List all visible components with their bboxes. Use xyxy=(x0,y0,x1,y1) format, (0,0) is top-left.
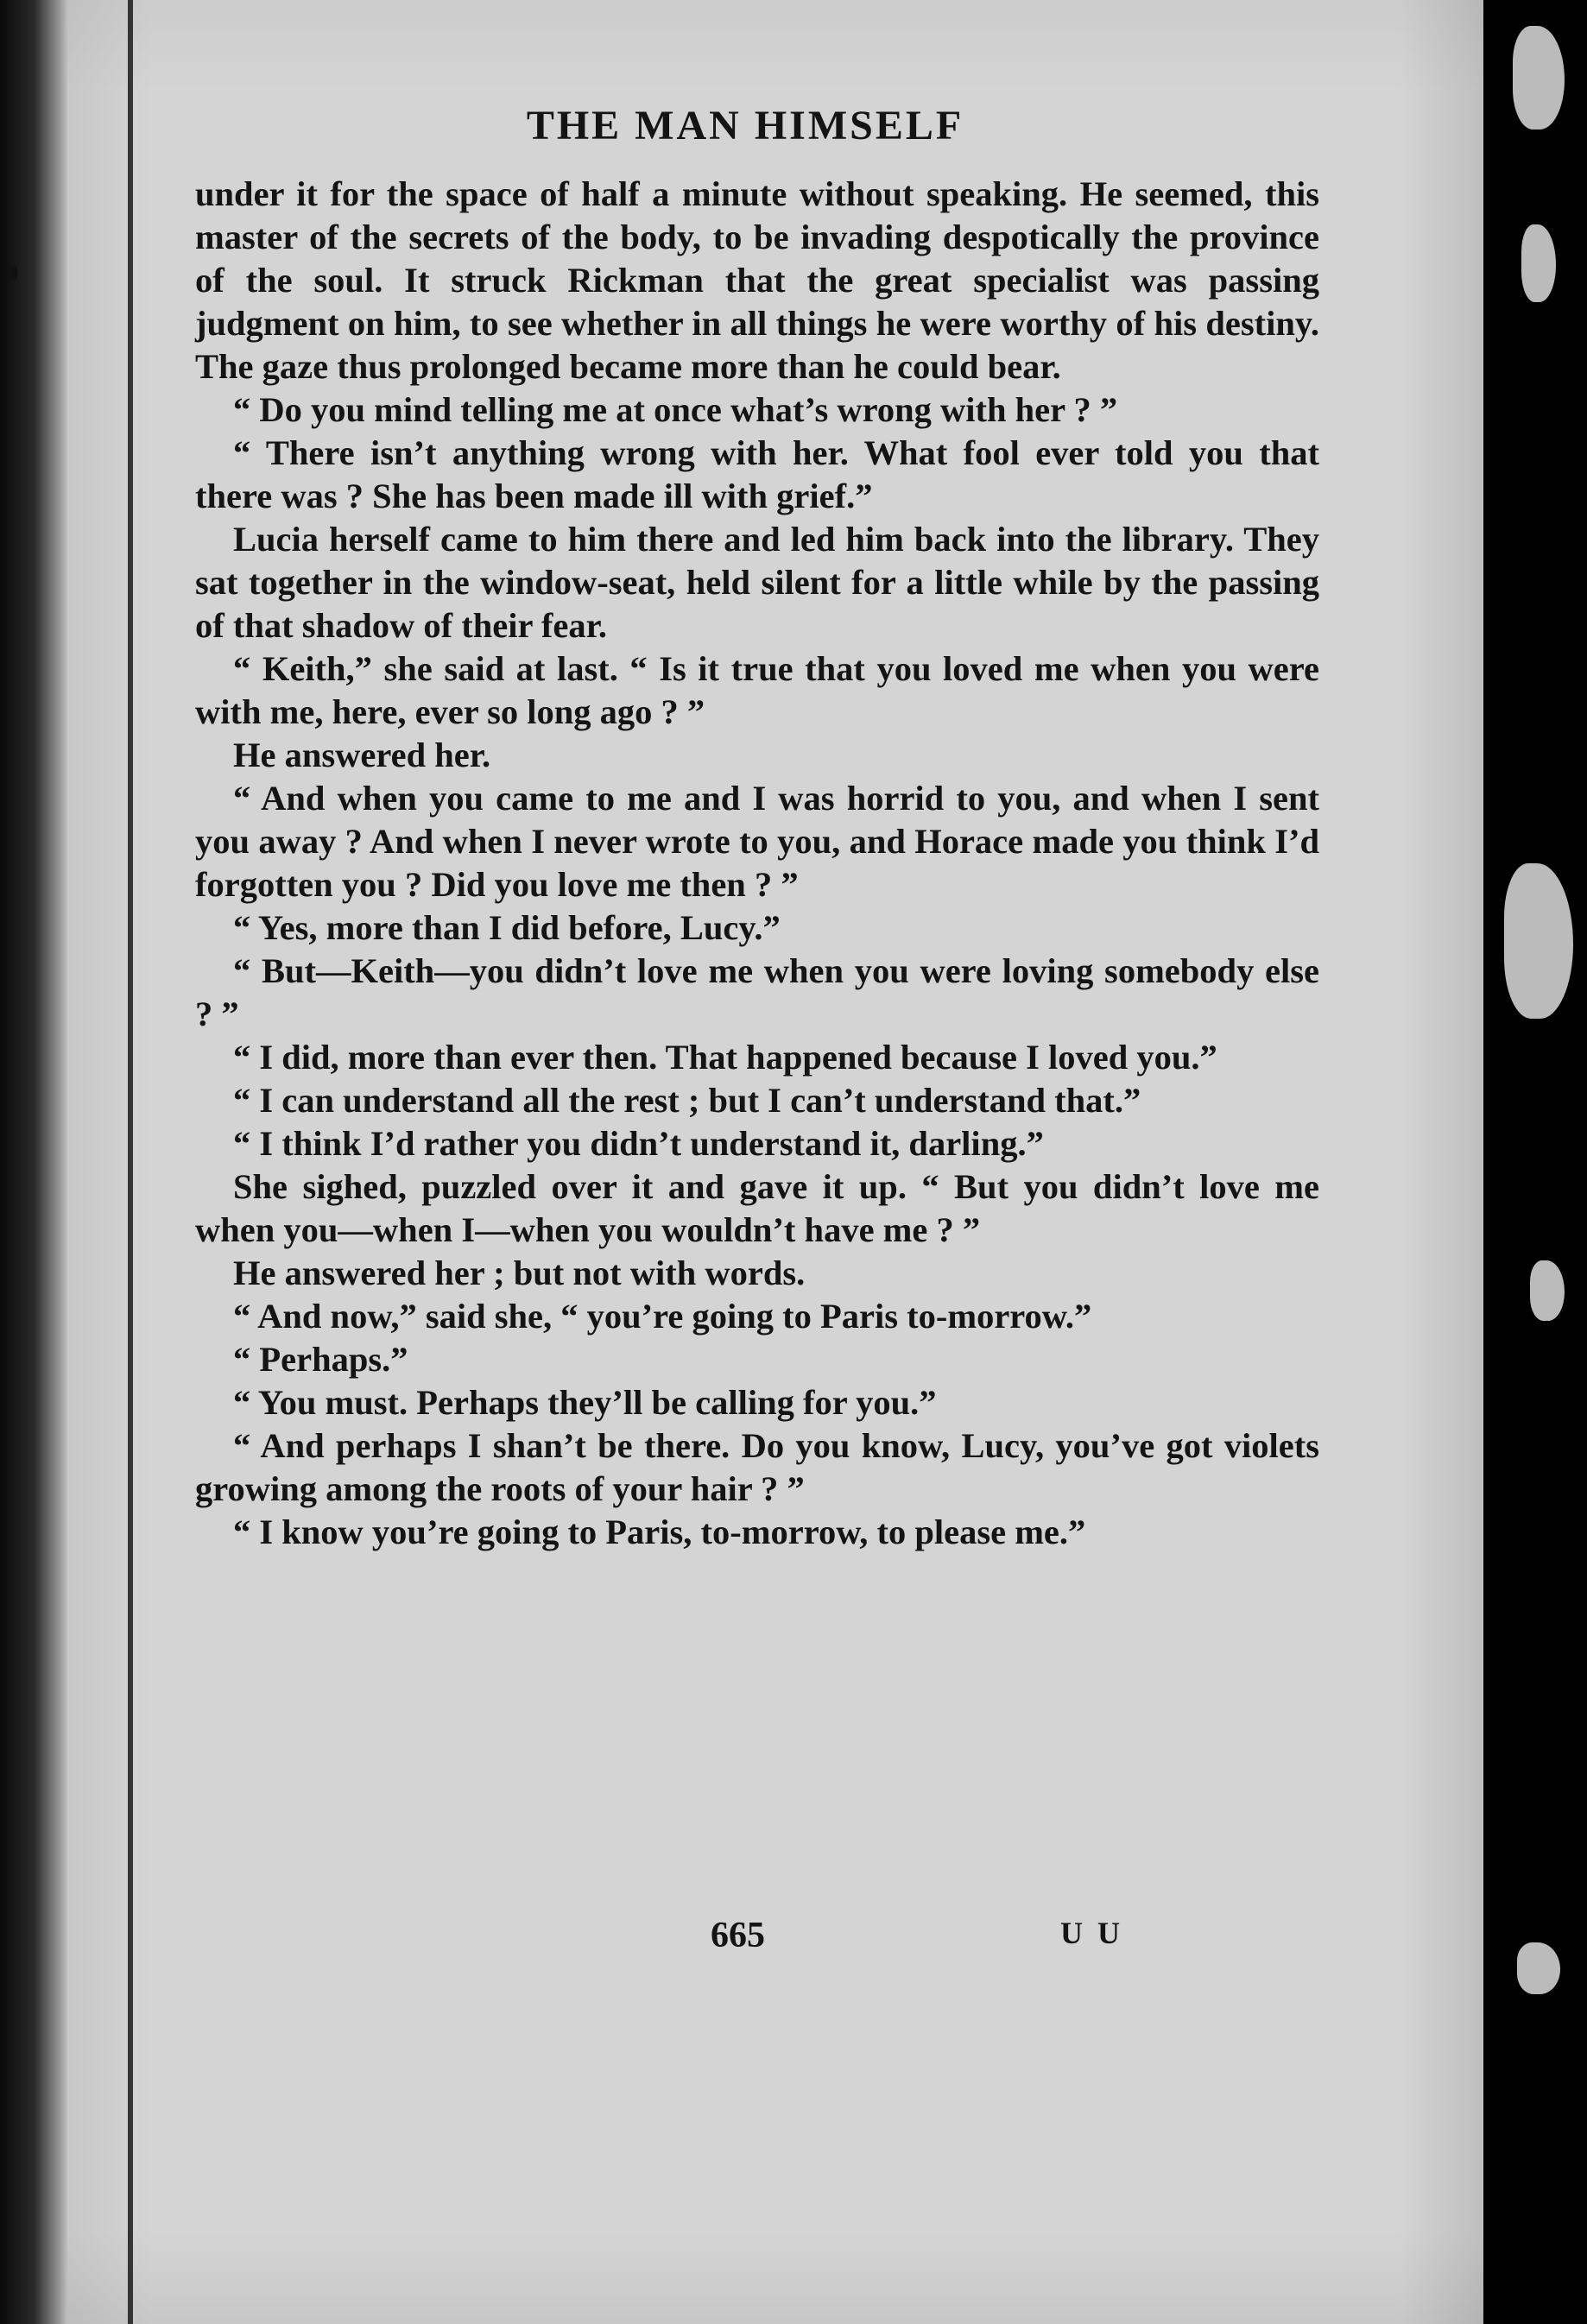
gutter-line xyxy=(128,0,133,2324)
paragraph: “ And when you came to me and I was horrid to you, and when I sent you away ? And when I never wrote to you, and Horace made you think I’d forgotten you ? Did you love me then ? ” xyxy=(195,779,1319,904)
paragraph: He answered her ; but not with words. xyxy=(233,1254,806,1292)
signature-mark: U U xyxy=(1060,1916,1123,1950)
paragraph: “ Do you mind telling me at once what’s wrong with her ? ” xyxy=(233,390,1118,429)
running-header: THE MAN HIMSELF xyxy=(526,103,964,148)
paragraph: “ I think I’d rather you didn’t understand it, darling.” xyxy=(233,1124,1044,1163)
paragraph: “ And now,” said she, “ you’re going to Paris to-morrow.” xyxy=(233,1297,1092,1336)
torn-paper-fragment xyxy=(1521,224,1556,302)
paragraph: “ Yes, more than I did before, Lucy.” xyxy=(233,908,781,947)
page-number: 665 xyxy=(711,1916,765,1955)
paragraph: “ You must. Perhaps they’ll be calling for you.” xyxy=(233,1383,937,1422)
paragraph: under it for the space of half a minute without speaking. He seemed, this master of the secrets of the body, to be invading despotically the province of the soul. It struck Rickman that the great specialist was passing judgment on him, to see whether in all things he were worthy of his destiny. The gaze thus prolonged became more than he could bear. xyxy=(195,174,1319,386)
paragraph: “ I know you’re going to Paris, to-morrow, to please me.” xyxy=(233,1512,1086,1551)
paragraph: “ I did, more than ever then. That happened because I loved you.” xyxy=(233,1038,1217,1077)
torn-paper-fragment xyxy=(1530,1260,1565,1321)
book-spine-edge xyxy=(0,0,69,2324)
paragraph: “ Keith,” she said at last. “ Is it true that you loved me when you were with me, here, ever so long ago ? ” xyxy=(195,649,1319,731)
paragraph: “ Perhaps.” xyxy=(233,1340,408,1379)
paragraph: “ There isn’t anything wrong with her. What fool ever told you that there was ? She has been made ill with grief.” xyxy=(195,433,1319,515)
paragraph: Lucia herself came to him there and led him back into the library. They sat together in the window-seat, held silent for a little while by the passing of that shadow of their fear. xyxy=(195,520,1319,645)
torn-paper-fragment xyxy=(1517,1942,1560,1994)
paragraph: “ And perhaps I shan’t be there. Do you know, Lucy, you’ve got violets growing among the roots of your hair ? ” xyxy=(195,1426,1319,1508)
paragraph: She sighed, puzzled over it and gave it up. “ But you didn’t love me when you—when I—when you wouldn’t have me ? ” xyxy=(195,1167,1319,1249)
torn-paper-fragment xyxy=(1513,26,1565,129)
right-scan-border xyxy=(1487,0,1587,2324)
paragraph: “ But—Keith—you didn’t love me when you were loving somebody else ? ” xyxy=(195,951,1319,1033)
paragraph: “ I can understand all the rest ; but I can’t understand that.” xyxy=(233,1081,1141,1120)
page-body xyxy=(195,173,1319,1554)
margin-mark xyxy=(10,266,17,280)
book-page xyxy=(67,0,1483,2324)
torn-paper-fragment xyxy=(1504,863,1573,1019)
paragraph: He answered her. xyxy=(233,736,491,774)
